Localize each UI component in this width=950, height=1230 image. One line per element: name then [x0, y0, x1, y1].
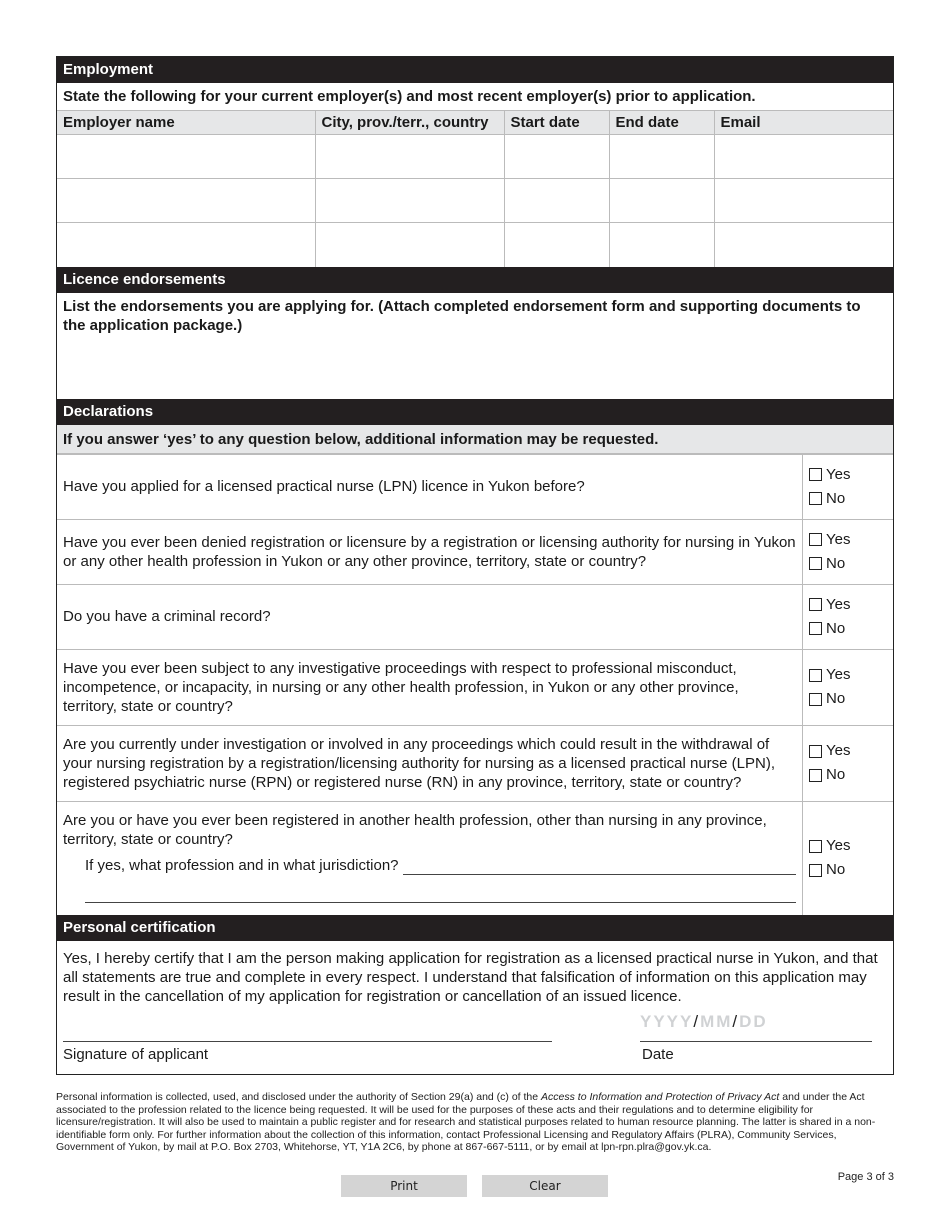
- yes-option[interactable]: Yes: [809, 739, 893, 763]
- employment-heading: Employment: [57, 57, 893, 83]
- employer-name-field[interactable]: [57, 135, 315, 178]
- date-day-placeholder: DD: [739, 1011, 768, 1031]
- checkbox-icon[interactable]: [809, 745, 822, 758]
- yes-option[interactable]: Yes: [809, 593, 893, 617]
- clear-button[interactable]: Clear: [482, 1175, 608, 1197]
- table-row: [57, 179, 893, 223]
- declaration-row: [57, 801, 893, 915]
- certification-section: [57, 941, 893, 1074]
- profession-followup: [63, 856, 796, 875]
- checkbox-icon[interactable]: [809, 598, 822, 611]
- checkbox-icon[interactable]: [809, 468, 822, 481]
- location-field[interactable]: [316, 223, 504, 267]
- declaration-row: [57, 454, 893, 519]
- declaration-question: Have you applied for a licensed practical nurse (LPN) licence in Yukon before?: [57, 455, 803, 519]
- checkbox-icon[interactable]: [809, 492, 822, 505]
- end-date-field[interactable]: [610, 223, 714, 267]
- yes-no-options: [803, 585, 893, 649]
- declaration-question: Have you ever been denied registration or licensure by a registration or licensing authority for nursing in Yukon or any other health profession in Yukon or any other province, territory, state or country?: [57, 520, 803, 584]
- date-month-placeholder: MM: [700, 1011, 733, 1031]
- end-date-field[interactable]: [610, 179, 714, 222]
- privacy-notice: Personal information is collected, used, and disclosed under the authority of Section 29(a) and (c) of the Access to Information and Protection of Privacy Act and under the Act associated to the profession related to the licence being requested. It will be used for the purposes of these acts and their regulations and to determine eligibility for licensure/registration. It will also be used to maintain a public register and for research and statistical purposes related to human resource planning. The latter is shared in a non-identifiable form only. For further information about the collection of this information, contact Professional Licensing and Regulatory Affairs (PLRA), Community Services, Government of Yukon, by mail at P.O. Box 2703, Whitehorse, YT, Y1A 2C6, by phone at 867-667-5111, or by email at lpn-rpn.plra@gov.yk.ca.: [56, 1091, 876, 1154]
- employment-table: [57, 110, 893, 267]
- declaration-row: [57, 584, 893, 649]
- yes-option[interactable]: Yes: [809, 528, 893, 552]
- checkbox-icon[interactable]: [809, 864, 822, 877]
- declaration-row: [57, 519, 893, 584]
- declaration-row: [57, 649, 893, 725]
- date-field[interactable]: YYYY/MM/DD: [640, 1011, 768, 1031]
- declaration-question: Have you ever been subject to any investigative proceedings with respect to professional misconduct, incompetence, or incapacity, in nursing or any other health profession, in Yukon or any other province, territory, state or country?: [57, 650, 803, 725]
- end-date-field[interactable]: [610, 135, 714, 178]
- signature-field[interactable]: [63, 1041, 552, 1042]
- email-field[interactable]: [715, 179, 894, 222]
- declaration-row: [57, 725, 893, 801]
- checkbox-icon[interactable]: [809, 669, 822, 682]
- yes-option[interactable]: Yes: [809, 663, 893, 687]
- checkbox-icon[interactable]: [809, 557, 822, 570]
- declaration-question: Are you or have you ever been registered in another health profession, other than nursing in any province, territory, state or country? If yes, what profession and in what jurisdiction?: [57, 802, 803, 915]
- date-line: [640, 1041, 872, 1042]
- yes-no-options: [803, 726, 893, 801]
- followup-label: If yes, what profession and in what jurisdiction?: [85, 856, 399, 874]
- declarations-note: If you answer ‘yes’ to any question below, additional information may be requested.: [57, 425, 893, 454]
- start-date-field[interactable]: [505, 179, 609, 222]
- col-start-date: Start date: [504, 111, 609, 135]
- location-field[interactable]: [316, 135, 504, 178]
- page-number: Page 3 of 3: [837, 1171, 894, 1183]
- no-option[interactable]: No: [809, 487, 893, 511]
- date-year-placeholder: YYYY: [640, 1011, 694, 1031]
- checkbox-icon[interactable]: [809, 533, 822, 546]
- yes-no-options: [803, 802, 893, 915]
- declaration-question: Are you currently under investigation or involved in any proceedings which could result in the withdrawal of your nursing registration by a registration/licensing authority for nursing as a licensed practical nurse (LPN), registered psychiatric nurse (RPN) or registered nurse (RN) in any province, territory, state or country?: [57, 726, 803, 801]
- email-field[interactable]: [715, 223, 894, 267]
- signature-label: Signature of applicant: [63, 1045, 209, 1063]
- email-field[interactable]: [715, 135, 894, 178]
- yes-option[interactable]: Yes: [809, 463, 893, 487]
- endorsements-field[interactable]: [57, 293, 893, 399]
- start-date-field[interactable]: [505, 223, 609, 267]
- declaration-question: Do you have a criminal record?: [57, 585, 803, 649]
- application-form: [56, 56, 894, 1075]
- act-name: Access to Information and Protection of Privacy Act: [541, 1091, 780, 1103]
- checkbox-icon[interactable]: [809, 622, 822, 635]
- col-location: City, prov./terr., country: [315, 111, 504, 135]
- yes-no-options: [803, 455, 893, 519]
- no-option[interactable]: No: [809, 858, 893, 882]
- no-option[interactable]: No: [809, 552, 893, 576]
- endorsements-instruction: List the endorsements you are applying for. (Attach completed endorsement form and supporting documents to the application package.): [63, 297, 861, 334]
- checkbox-icon[interactable]: [809, 693, 822, 706]
- yes-no-options: [803, 650, 893, 725]
- yes-no-options: [803, 520, 893, 584]
- no-option[interactable]: No: [809, 763, 893, 787]
- certification-heading: Personal certification: [57, 915, 893, 941]
- col-end-date: End date: [609, 111, 714, 135]
- table-row: [57, 135, 893, 179]
- employment-header-row: [57, 111, 893, 135]
- start-date-field[interactable]: [505, 135, 609, 178]
- employer-name-field[interactable]: [57, 223, 315, 267]
- employment-instruction: State the following for your current employer(s) and most recent employer(s) prior to application.: [63, 88, 756, 105]
- declarations-heading: Declarations: [57, 399, 893, 425]
- table-row: [57, 223, 893, 267]
- yes-option[interactable]: Yes: [809, 834, 893, 858]
- checkbox-icon[interactable]: [809, 769, 822, 782]
- print-button[interactable]: Print: [341, 1175, 467, 1197]
- date-label: Date: [642, 1045, 674, 1063]
- col-employer-name: Employer name: [57, 111, 315, 135]
- certification-text: Yes, I hereby certify that I am the person making application for registration as a licensed practical nurse in Yukon, and that all statements are true and complete in every respect. I understand that falsification of information on this application may result in the cancellation of my application for registration or cancellation of an issued licence.: [63, 949, 878, 1005]
- profession-field[interactable]: [403, 859, 797, 875]
- location-field[interactable]: [316, 179, 504, 222]
- employer-name-field[interactable]: [57, 179, 315, 222]
- col-email: Email: [714, 111, 893, 135]
- profession-field-line2[interactable]: [85, 887, 796, 903]
- checkbox-icon[interactable]: [809, 840, 822, 853]
- no-option[interactable]: No: [809, 687, 893, 711]
- endorsements-heading: Licence endorsements: [57, 267, 893, 293]
- no-option[interactable]: No: [809, 617, 893, 641]
